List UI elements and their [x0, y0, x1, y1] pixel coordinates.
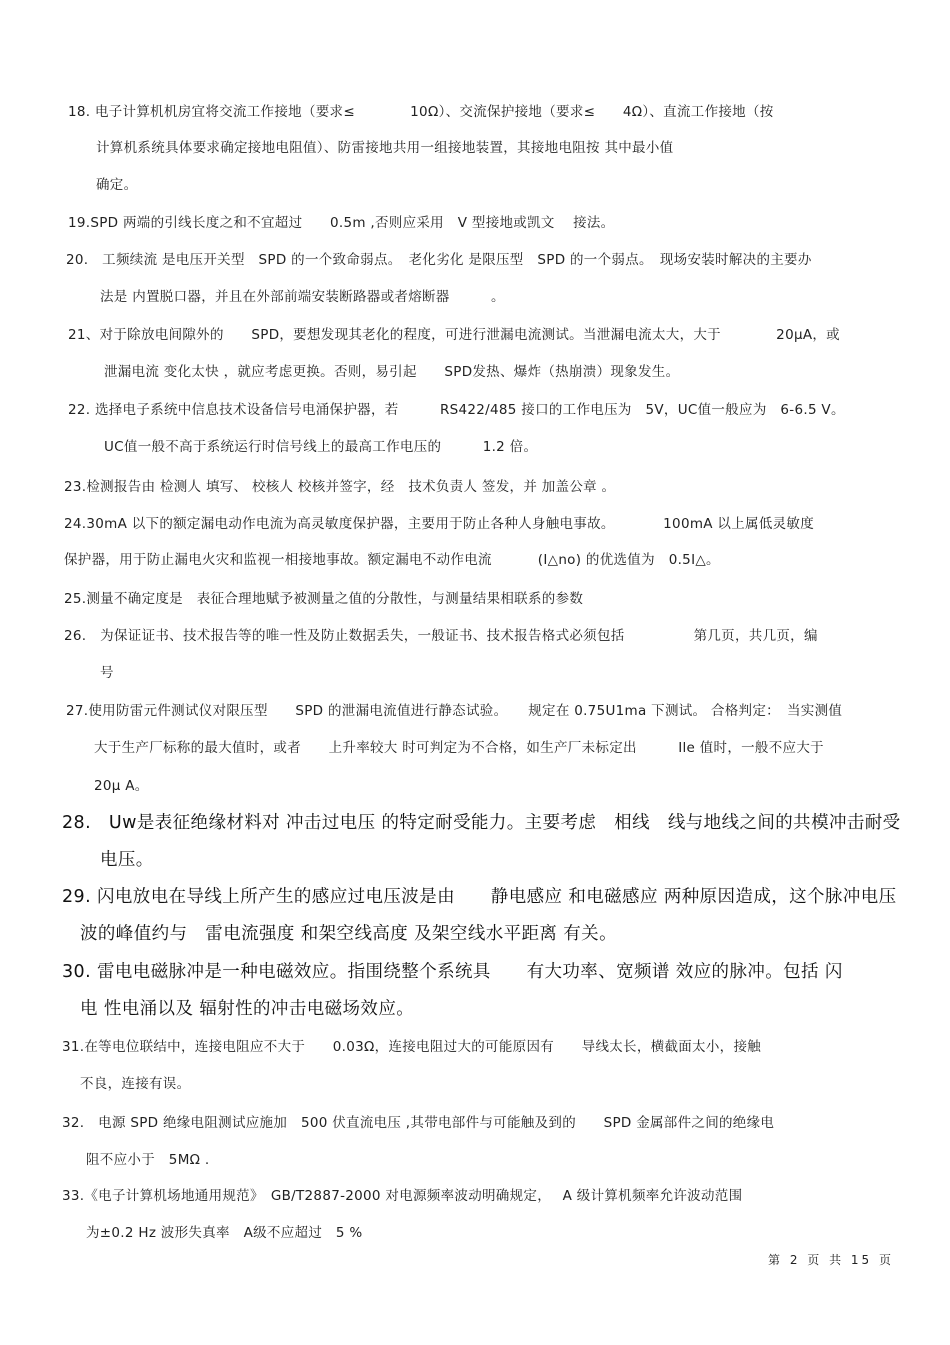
question-line: 26. 为保证证书、技术报告等的唯一性及防止数据丢失，一般证书、技术报告格式必须包括 第几页，共几页，编 — [64, 628, 818, 644]
question-line: 为±0.2 Hz 波形失真率 A级不应超过 5 % — [86, 1225, 363, 1241]
question-line: UC值一般不高于系统运行时信号线上的最高工作电压的 1.2 倍。 — [104, 439, 538, 455]
question-line: 波的峰值约与 雷电流强度 和架空线高度 及架空线水平距离 有关。 — [80, 924, 617, 944]
question-line: 27.使用防雷元件测试仪对限压型 SPD 的泄漏电流值进行静态试验。 规定在 0.75U1ma 下测试。 合格判定： 当实测值 — [66, 703, 843, 719]
question-line: 31.在等电位联结中，连接电阻应不大于 0.03Ω，连接电阻过大的可能原因有 导线太长，横截面太小，接触 — [62, 1039, 762, 1055]
question-line: 电压。 — [100, 850, 154, 870]
question-line: 确定。 — [96, 177, 138, 193]
question-line: 泄漏电流 变化太快 ，就应考虑更换。否则，易引起 SPD发热、爆炸（热崩溃）现象发生。 — [104, 364, 680, 380]
question-line: 不良，连接有误。 — [80, 1076, 191, 1092]
question-line: 18. 电子计算机机房宜将交流工作接地（要求≤ 10Ω）、交流保护接地（要求≤ 4Ω）、直流工作接地（按 — [68, 104, 774, 120]
question-line: 23.检测报告由 检测人 填写、 校核人 校核并签字，经 技术负责人 签发，并 加盖公章 。 — [64, 479, 616, 495]
question-line: 电 性电涌以及 辐射性的冲击电磁场效应。 — [80, 999, 415, 1019]
question-line: 大于生产厂标称的最大值时，或者 上升率较大 时可判定为不合格，如生产厂未标定出 Ile 值时，一般不应大于 — [94, 740, 824, 756]
question-line: 20. 工频续流 是电压开关型 SPD 的一个致命弱点。 老化劣化 是限压型 SPD 的一个弱点。 现场安装时解决的主要办 — [66, 252, 812, 268]
question-line: 号 — [100, 665, 114, 681]
question-line: 24.30mA 以下的额定漏电动作电流为高灵敏度保护器，主要用于防止各种人身触电事故。 100mA 以上属低灵敏度 — [64, 516, 815, 532]
question-line: 28. Uw是表征绝缘材料对 冲击过电压 的特定耐受能力。主要考虑 相线 线与地线之间的共模冲击耐受 — [62, 813, 901, 833]
question-line: 30. 雷电电磁脉冲是一种电磁效应。指围绕整个系统具 有大功率、宽频谱 效应的脉冲。包括 闪 — [62, 962, 843, 982]
question-line: 22. 选择电子系统中信息技术设备信号电涌保护器，若 RS422/485 接口的工作电压为 5V，UC值一般应为 6-6.5 V。 — [68, 402, 845, 418]
question-line: 保护器，用于防止漏电火灾和监视一相接地事故。额定漏电不动作电流 (I△no) 的优选值为 0.5I△。 — [64, 552, 720, 568]
question-line: 19.SPD 两端的引线长度之和不宜超过 0.5m ,否则应采用 V 型接地或凯文 接法。 — [68, 215, 615, 231]
question-line: 33.《电子计算机场地通用规范》 GB/T2887-2000 对电源频率波动明确规定， A 级计算机频率允许波动范围 — [62, 1188, 743, 1204]
question-line: 法是 内置脱口器，并且在外部前端安装断路器或者熔断器 。 — [100, 289, 505, 305]
question-line: 29. 闪电放电在导线上所产生的感应过电压波是由 静电感应 和电磁感应 两种原因造成，这个脉冲电压 — [62, 887, 897, 907]
question-line: 20μ A。 — [94, 778, 149, 794]
question-line: 计算机系统具体要求确定接地电阻值）、防雷接地共用一组接地装置，其接地电阻按 其中最小值 — [96, 140, 674, 156]
question-line: 25.测量不确定度是 表征合理地赋予被测量之值的分散性，与测量结果相联系的参数 — [64, 591, 584, 607]
question-line: 32. 电源 SPD 绝缘电阻测试应施加 500 伏直流电压 ,其带电部件与可能触及到的 SPD 金属部件之间的绝缘电 — [62, 1115, 775, 1131]
question-line: 21、对于除放电间隙外的 SPD，要想发现其老化的程度，可进行泄漏电流测试。当泄漏电流太大，大于 20μA，或 — [68, 327, 840, 343]
page-number: 第 2 页 共 15 页 — [768, 1253, 894, 1267]
question-line: 阻不应小于 5MΩ . — [86, 1152, 210, 1168]
